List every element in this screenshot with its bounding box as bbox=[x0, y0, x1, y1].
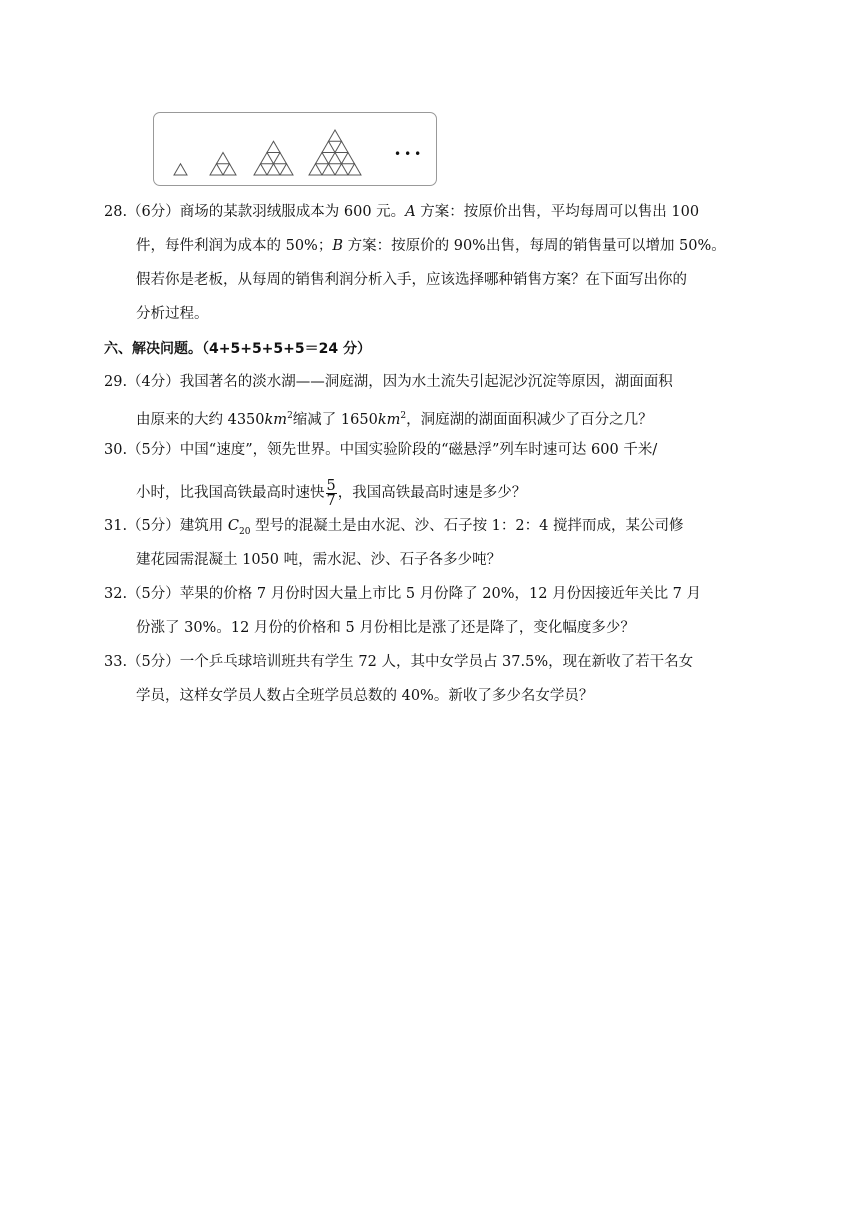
question-29 bbox=[104, 372, 744, 426]
q32-text: 32.（5分）苹果的价格 7 月份时因大量上市比 5 月份降了 20%，12 月份因接近年关比 7 月 bbox=[104, 586, 702, 602]
q30-text: 30.（5分）中国“速度”，领先世界。中国实验阶段的“磁悬浮”列车时速可达 600 千米/ bbox=[104, 442, 658, 458]
section-heading: 六、解决问题。（4+5+5+5+5＝24 分） bbox=[104, 341, 371, 357]
unit-triangle bbox=[254, 164, 267, 175]
unit-triangle bbox=[309, 164, 322, 175]
q30-text: ，我国高铁最高时速是多少？ bbox=[337, 485, 527, 501]
unit-triangle bbox=[316, 152, 329, 163]
q28-text: 方案：按原价的 90%出售，每周的销售量可以增加 50%。 bbox=[343, 238, 726, 254]
question-32 bbox=[104, 584, 744, 638]
q28-plan-a: A bbox=[405, 204, 416, 220]
triangle-figure-2 bbox=[210, 152, 236, 175]
unit-triangle bbox=[322, 164, 335, 175]
unit-triangle bbox=[335, 164, 348, 175]
unit-km: km bbox=[264, 411, 288, 428]
q30-text: 小时，比我国高铁最高时速快 bbox=[136, 485, 325, 501]
question-30 bbox=[104, 440, 744, 508]
q29-text: 由原来的大约 4350 bbox=[136, 411, 265, 428]
triangle-figure-3 bbox=[254, 141, 293, 175]
unit-km: km bbox=[377, 411, 401, 428]
q28-text: 件，每件利润为成本的 50%； bbox=[136, 238, 333, 254]
unit-triangle bbox=[210, 164, 223, 175]
q28-text: 方案：按原价出售，平均每周可以售出 100 bbox=[415, 204, 700, 220]
triangle-figure-4 bbox=[309, 130, 361, 175]
q28-plan-b: B bbox=[332, 238, 343, 254]
unit-triangle bbox=[261, 152, 274, 163]
unit-triangle bbox=[280, 164, 293, 175]
question-33 bbox=[104, 652, 744, 706]
unit-triangle bbox=[335, 141, 348, 152]
unit-triangle bbox=[348, 164, 361, 175]
unit-triangle bbox=[223, 164, 236, 175]
triangle-figure-1 bbox=[174, 164, 187, 175]
unit-triangle bbox=[267, 164, 280, 175]
q33-text: 33.（5分）一个乒乓球培训班共有学生 72 人，其中女学员占 37.5%，现在新收了若干名女 bbox=[104, 654, 694, 670]
unit-triangle bbox=[342, 152, 355, 163]
q32-text: 份涨了 30%。12 月份的价格和 5 月份相比是涨了还是降了，变化幅度多少？ bbox=[136, 620, 635, 636]
fraction-numerator: 5 bbox=[326, 477, 336, 494]
q29-text: ，洞庭湖的湖面面积减少了百分之几？ bbox=[406, 411, 653, 428]
unit-triangle bbox=[329, 130, 342, 141]
unit-triangle bbox=[174, 164, 187, 175]
q31-text: 31.（5分）建筑用 bbox=[104, 518, 228, 534]
q33-text: 学员，这样女学员人数占全班学员总数的 40%。新收了多少名女学员？ bbox=[136, 688, 594, 704]
q29-text: 缩减了 1650 bbox=[292, 411, 378, 428]
triangle-pattern-figure bbox=[153, 112, 437, 186]
concrete-grade: C bbox=[227, 518, 240, 534]
q29-text: 29.（4分）我国著名的淡水湖——洞庭湖，因为水土流失引起泥沙沉淀等原因，湖面面积 bbox=[104, 374, 673, 390]
fraction-denominator: 7 bbox=[326, 492, 336, 509]
q31-text: 型号的混凝土是由水泥、沙、石子按 1：2：4 搅拌而成，某公司修 bbox=[250, 518, 684, 534]
q31-text: 建花园需混凝土 1050 吨，需水泥、沙、石子各多少吨？ bbox=[136, 552, 502, 568]
superscript: 2 bbox=[287, 411, 293, 421]
unit-triangle bbox=[329, 152, 342, 163]
superscript: 2 bbox=[400, 411, 407, 421]
subscript: 20 bbox=[239, 526, 251, 537]
unit-triangle bbox=[322, 141, 335, 152]
q28-text: 28.（6分）商场的某款羽绒服成本为 600 元。 bbox=[104, 204, 406, 220]
question-28 bbox=[104, 202, 744, 324]
fraction bbox=[326, 479, 337, 508]
unit-triangle bbox=[274, 152, 287, 163]
q28-text: 分析过程。 bbox=[136, 306, 209, 322]
question-31 bbox=[104, 516, 744, 570]
ellipsis: ••• bbox=[394, 147, 425, 161]
q28-text: 假若你是老板，从每周的销售利润分析入手，应该选择哪种销售方案？在下面写出你的 bbox=[136, 272, 687, 288]
unit-triangle bbox=[267, 141, 280, 152]
unit-triangle bbox=[217, 152, 230, 163]
